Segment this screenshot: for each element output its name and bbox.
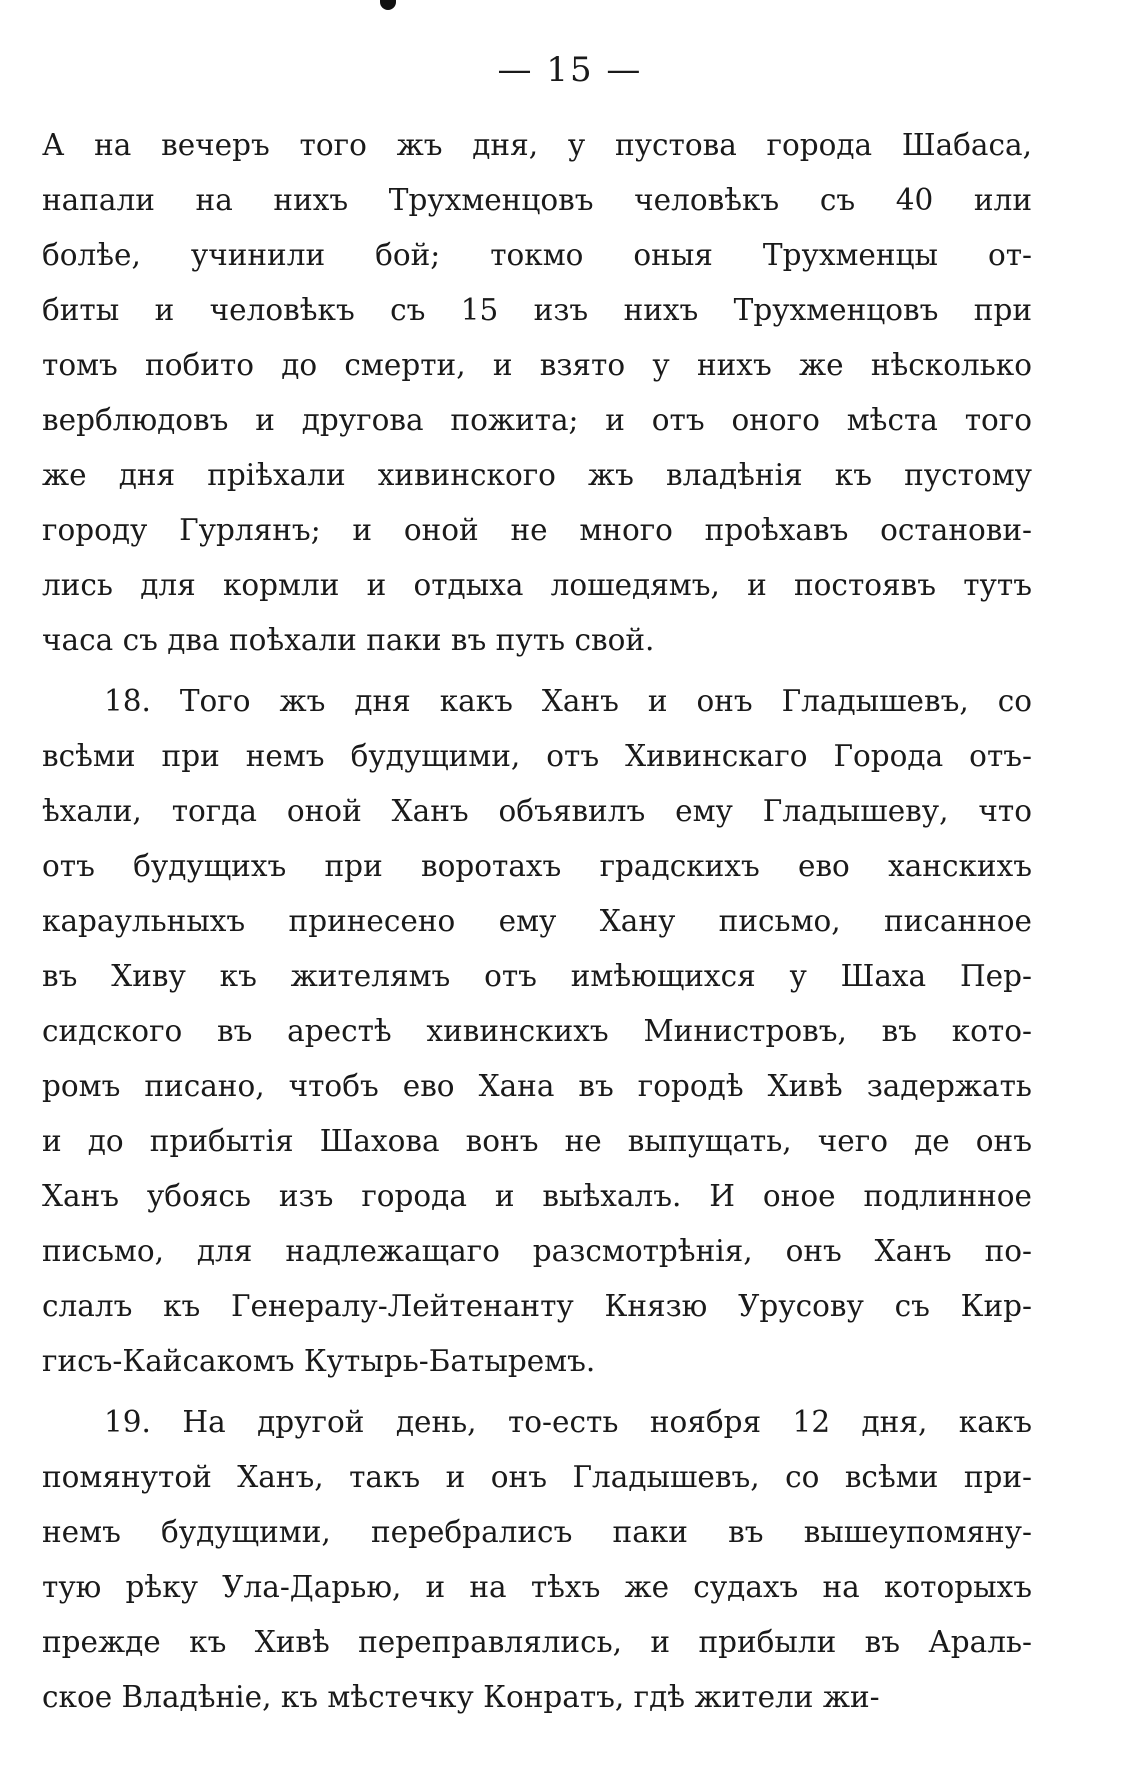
- text-line: часа съ два поѣхали паки въ путь свой.: [42, 623, 655, 657]
- text-line: слалъ къ Генералу-Лейтенанту Князю Урусову съ Кир-: [42, 1289, 1032, 1323]
- paragraph: [42, 674, 1032, 1389]
- text-line: ромъ писано, чтобъ ево Хана въ городѣ Хивѣ задержать: [42, 1069, 1032, 1103]
- text-line: ское Владѣніе, къ мѣстечку Конратъ, гдѣ жители жи-: [42, 1680, 880, 1714]
- text-line: сидского въ арестѣ хивинскихъ Министровъ, въ кото-: [42, 1014, 1032, 1048]
- paragraph: [42, 1395, 1032, 1725]
- text-line: томъ побито до смерти, и взято у нихъ же нѣсколько: [42, 348, 1032, 382]
- text-line: А на вечеръ того жъ дня, у пустова города Шабаса,: [42, 128, 1032, 162]
- text-line: ѣхали, тогда оной Ханъ объявилъ ему Гладышеву, что: [42, 794, 1032, 828]
- text-line: немъ будущими, перебралисъ паки въ вышеупомяну-: [42, 1515, 1032, 1549]
- text-line: всѣми при немъ будущими, отъ Хивинскаго Города отъ-: [42, 739, 1032, 773]
- text-line: 18. Того жъ дня какъ Ханъ и онъ Гладышевъ, со: [104, 684, 1032, 718]
- text-line: прежде къ Хивѣ переправлялись, и прибыли въ Араль-: [42, 1625, 1032, 1659]
- text-line: тую рѣку Ула-Дарью, и на тѣхъ же судахъ на которыхъ: [42, 1570, 1032, 1604]
- text-line: биты и человѣкъ съ 15 изъ нихъ Трухменцовъ при: [42, 293, 1032, 327]
- text-line: городу Гурлянъ; и оной не много проѣхавъ останови-: [42, 513, 1032, 547]
- text-line: гисъ-Кайсакомъ Кутырь-Батыремъ.: [42, 1344, 596, 1378]
- text-line: же дня пріѣхали хивинского жъ владѣнія къ пустому: [42, 458, 1032, 492]
- body-text: [42, 118, 1032, 1725]
- text-line: и до прибытія Шахова вонъ не выпущать, чего де онъ: [42, 1124, 1032, 1158]
- text-line: 19. На другой день, то-есть ноября 12 дня, какъ: [104, 1405, 1032, 1439]
- ink-blot: [380, 0, 396, 10]
- text-line: караульныхъ принесено ему Хану письмо, писанное: [42, 904, 1032, 938]
- text-line: въ Хиву къ жителямъ отъ имѣющихся у Шаха Пер-: [42, 959, 1032, 993]
- text-line: болѣе, учинили бой; токмо оныя Трухменцы от-: [42, 238, 1032, 272]
- text-line: верблюдовъ и другова пожита; и отъ оного мѣста того: [42, 403, 1032, 437]
- text-line: помянутой Ханъ, такъ и онъ Гладышевъ, со всѣми при-: [42, 1460, 1032, 1494]
- text-line: отъ будущихъ при воротахъ градскихъ ево ханскихъ: [42, 849, 1032, 883]
- paragraph: [42, 118, 1032, 668]
- text-line: лись для кормли и отдыха лошедямъ, и постоявъ тутъ: [42, 568, 1032, 602]
- page-number: — 15 —: [497, 50, 643, 90]
- text-line: напали на нихъ Трухменцовъ человѣкъ съ 40 или: [42, 183, 1032, 217]
- text-line: письмо, для надлежащаго разсмотрѣнія, онъ Ханъ по-: [42, 1234, 1032, 1268]
- text-line: Ханъ убоясь изъ города и выѣхалъ. И оное подлинное: [42, 1179, 1032, 1213]
